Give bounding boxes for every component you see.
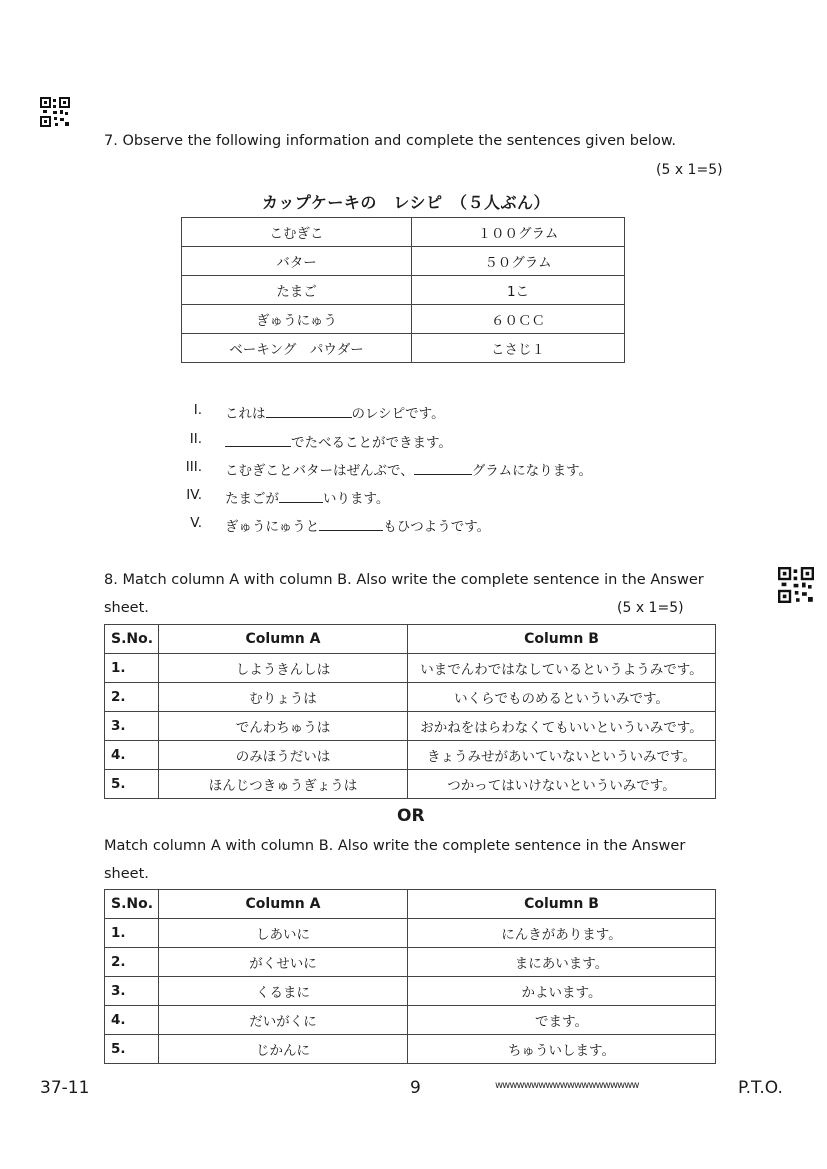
column-a-cell: でんわちゅうは (159, 712, 408, 741)
ingredient-cell: バター (182, 247, 412, 276)
table-row (105, 1035, 716, 1064)
column-b-cell: にんきがあります。 (408, 919, 716, 948)
header-column-b: Column B (408, 890, 716, 919)
table-row (105, 683, 716, 712)
table-row (105, 741, 716, 770)
sno-cell: 3. (105, 977, 159, 1006)
table-header-row (105, 890, 716, 919)
sentence-number: IV. (186, 487, 202, 503)
table-row (105, 948, 716, 977)
header-column-b: Column B (408, 625, 716, 654)
sentence-number: III. (185, 459, 202, 475)
sentence-text: のレシピです。 (351, 406, 445, 422)
sno-cell: 2. (105, 683, 159, 712)
column-a-cell: むりょうは (159, 683, 408, 712)
ingredient-cell: たまご (182, 276, 412, 305)
sno-cell: 2. (105, 948, 159, 977)
sno-cell: 5. (105, 770, 159, 799)
pto-label: P.T.O. (738, 1078, 783, 1098)
quantity-cell: 1こ (412, 276, 625, 305)
quantity-cell: こさじ１ (412, 334, 625, 363)
table-header-row (105, 625, 716, 654)
table-row (105, 654, 716, 683)
table-row (182, 247, 625, 276)
column-b-cell: つかってはいけないといういみです。 (408, 770, 716, 799)
q8-alt-prompt-cont: sheet. (104, 866, 149, 882)
page-number: 9 (410, 1078, 421, 1098)
sentence-text: グラムになります。 (471, 463, 593, 479)
column-a-cell: のみほうだいは (159, 741, 408, 770)
column-a-cell: くるまに (159, 977, 408, 1006)
sno-cell: 4. (105, 1006, 159, 1035)
q7-prompt: 7. Observe the following information and complete the sentences given below. (104, 133, 676, 149)
sno-cell: 3. (105, 712, 159, 741)
column-b-cell: いまでんわではなしているというようみです。 (408, 654, 716, 683)
q7-marks: (5 x 1=5) (656, 162, 723, 178)
answer-blank[interactable] (279, 490, 323, 503)
column-b-cell: ちゅういします。 (408, 1035, 716, 1064)
table-row (105, 770, 716, 799)
column-b-cell: でます。 (408, 1006, 716, 1035)
sentence-number: II. (189, 431, 202, 447)
ingredient-cell: こむぎこ (182, 218, 412, 247)
table-row (182, 305, 625, 334)
column-b-cell: おかねをはらわなくてもいいといういみです。 (408, 712, 716, 741)
answer-blank[interactable] (319, 518, 383, 531)
recipe-table (181, 217, 625, 363)
or-divider: OR (397, 806, 425, 826)
column-a-cell: ほんじつきゅうぎょうは (159, 770, 408, 799)
sentence-text: たまごが (225, 491, 279, 507)
sentence-text: いります。 (323, 491, 390, 507)
sno-cell: 5. (105, 1035, 159, 1064)
q8-marks: (5 x 1=5) (617, 600, 684, 616)
answer-blank[interactable] (266, 405, 352, 418)
table-row (105, 919, 716, 948)
table-row (105, 1006, 716, 1035)
qr-code-icon (778, 567, 814, 603)
sentence-text: こむぎことバターはぜんぶで、 (225, 463, 414, 479)
q8-prompt-cont: sheet. (104, 600, 149, 616)
ingredient-cell: ぎゅうにゅう (182, 305, 412, 334)
header-sno: S.No. (105, 625, 159, 654)
column-a-cell: じかんに (159, 1035, 408, 1064)
sentence-5 (225, 515, 490, 535)
wavy-line: wwwwwwwwwwwwwwwwwwww (495, 1080, 639, 1091)
column-a-cell: がくせいに (159, 948, 408, 977)
column-a-cell: しようきんしは (159, 654, 408, 683)
header-column-a: Column A (159, 890, 408, 919)
column-b-cell: いくらでものめるといういみです。 (408, 683, 716, 712)
table-row (105, 712, 716, 741)
column-b-cell: まにあいます。 (408, 948, 716, 977)
match-table (104, 624, 716, 799)
sentence-text: もひつようです。 (383, 519, 491, 535)
sno-cell: 1. (105, 919, 159, 948)
answer-blank[interactable] (414, 462, 472, 475)
sentence-number: V. (190, 515, 202, 531)
table-row (182, 276, 625, 305)
sentence-2 (225, 431, 452, 451)
paper-code: 37-11 (40, 1078, 90, 1098)
qr-code-icon (40, 97, 70, 127)
sentence-3 (225, 459, 592, 479)
header-sno: S.No. (105, 890, 159, 919)
sentence-text: でたべることができます。 (291, 435, 452, 451)
table-row (105, 977, 716, 1006)
sno-cell: 4. (105, 741, 159, 770)
q8-prompt: 8. Match column A with column B. Also write the complete sentence in the Answer (104, 572, 704, 588)
sentence-number: I. (193, 402, 202, 418)
column-a-cell: だいがくに (159, 1006, 408, 1035)
quantity-cell: １００グラム (412, 218, 625, 247)
column-a-cell: しあいに (159, 919, 408, 948)
header-column-a: Column A (159, 625, 408, 654)
answer-blank[interactable] (225, 434, 291, 447)
quantity-cell: ５０グラム (412, 247, 625, 276)
table-row (182, 218, 625, 247)
column-b-cell: かよいます。 (408, 977, 716, 1006)
quantity-cell: ６０ＣＣ (412, 305, 625, 334)
sentence-text: ぎゅうにゅうと (225, 519, 320, 535)
column-b-cell: きょうみせがあいていないといういみです。 (408, 741, 716, 770)
q8-alt-prompt: Match column A with column B. Also write the complete sentence in the Answer (104, 838, 686, 854)
table-row (182, 334, 625, 363)
ingredient-cell: ベーキング パウダー (182, 334, 412, 363)
match-table-alt (104, 889, 716, 1064)
sentence-text: これは (225, 406, 266, 422)
sentence-1 (225, 402, 445, 422)
sno-cell: 1. (105, 654, 159, 683)
sentence-4 (225, 487, 389, 507)
recipe-title: カップケーキの レシピ （５人ぶん） (262, 193, 550, 212)
